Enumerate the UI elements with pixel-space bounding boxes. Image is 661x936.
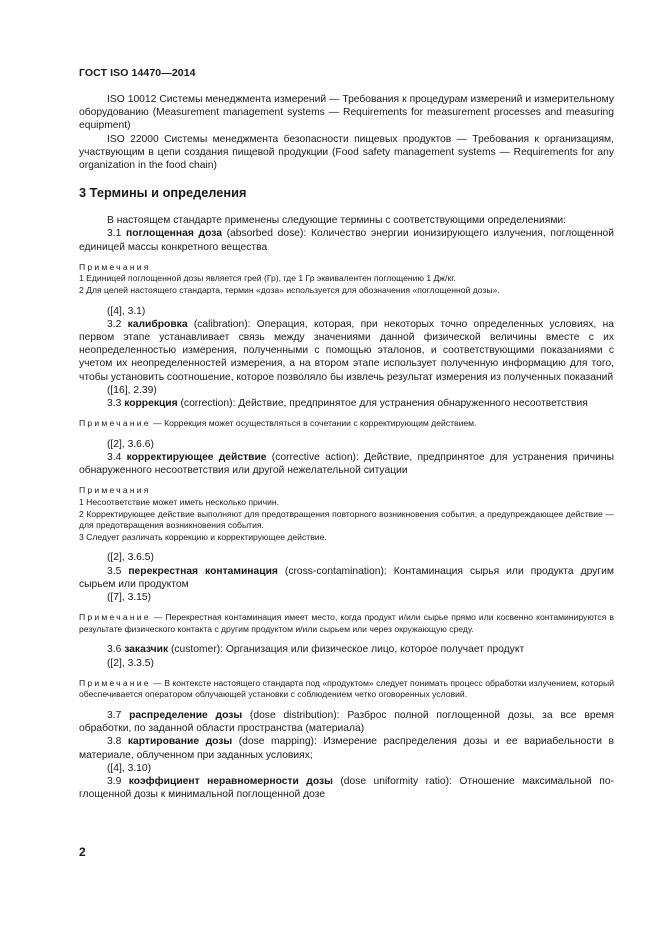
term-name: корректирующее действие	[126, 452, 267, 464]
reference-3-4: ([2], 3.6.5)	[107, 552, 154, 564]
term-name: картирование дозы	[127, 736, 233, 748]
term-name: распределение дозы	[129, 710, 243, 721]
term-3-6: 3.6 заказчик (customer): Организация или физическое лицо, которое получает продукт	[107, 644, 525, 656]
section-heading: 3 Термины и определения	[79, 185, 247, 201]
term-name: заказчик	[124, 644, 169, 656]
term-3-9: 3.9 коэффициент неравномерности дозы (dose uniformity ratio): Отношение максимальной поглощенной дозы к минимальной поглощенной дозе	[79, 776, 614, 801]
note-item: 2 Корректирующее действие выполняют для предотвращения повторного возникновения события, а предупреждающее действие — для предотвращения возникновения события.	[79, 508, 614, 531]
term-name: калибровка	[127, 318, 188, 330]
note-3-5: Примечание — Перекрестная контаминация имеет место, когда продукт и/или сырье прямо или косвенно контаминируются в результате физического контакта с другим продуктом и/или сырьем или через окружающую среду.	[79, 612, 614, 634]
term-name: коррекция	[124, 398, 178, 410]
section-lead: В настоящем стандарте применены следующие термины с соответствующими определениями:	[107, 215, 567, 227]
term-name: коэффициент неравномерности дозы	[128, 776, 333, 788]
page-number: 2	[79, 845, 86, 859]
note-item: 1 Несоответствие может иметь несколько причин.	[79, 497, 280, 508]
term-3-5: 3.5 перекрестная контаминация (cross-contamination): Контаминация сырья или продукта другим сырьем или продуктом	[79, 565, 614, 590]
note-item: 3 Следует различать коррекцию и корректирующее действие.	[79, 531, 327, 542]
reference-3-8: ([4], 3.10)	[107, 762, 152, 774]
term-3-8: 3.8 картирование дозы (dose mapping): Измерение распределения дозы и ее вариабельности в материале, облученном при заданных условиях;	[79, 736, 614, 761]
note-3-6: Примечание — В контексте настоящего стандарта под «продуктом» следует понимать процесс обработки излучением, который обеспечивается оператором облучающей установки с соблюдением четко оговоренных условий.	[79, 677, 614, 700]
note-title: Примечания	[79, 261, 151, 272]
note-3-4	[79, 485, 614, 543]
intro-paragraph-1: ISO 10012 Системы менеджмента измерений — Требования к процедурам измерений и измерительному оборудованию (Measurement management systems — Requirements for measurement processes and measuring equipment)	[79, 94, 614, 132]
intro-paragraph-2: ISO 22000 Системы менеджмента безопасности пищевых продуктов — Требования к организациям, участвующим в цепи создания пищевой продукции (Food safety management systems — Requirements for any organization in the food chain)	[79, 133, 614, 172]
term-name: перекрестная контаминация	[128, 565, 278, 577]
reference-3-3: ([2], 3.6.6)	[107, 438, 154, 450]
note-3-3: Примечание — Коррекция может осуществляться в сочетании с корректирующим действием.	[79, 418, 477, 429]
document-header: ГОСТ ISO 14470—2014	[79, 67, 196, 79]
note-3-1	[79, 262, 614, 297]
reference-3-5: ([7], 3.15)	[107, 592, 152, 604]
note-title: Примечания	[79, 485, 151, 496]
reference-3-6: ([2], 3.3.5)	[107, 657, 154, 669]
term-3-1: 3.1 поглощенная доза (absorbed dose): Количество энергии ионизирующего излучения, поглощенной единицей массы конкретного вещества	[79, 228, 614, 253]
term-name: поглощенная доза	[126, 228, 222, 240]
term-3-2: 3.2 калибровка (calibration): Операция, которая, при некоторых точно определенных условиях, на первом этапе устанавливает связь между значениями данной физической величины вместе с их неопределенностью измерения, полученными с помощью эталонов, и соответствующими показаниями с учетом их неопределенностей измерения, а на втором этапе использует полученную информацию для того, чтобы установить соотношение, которое позволяло бы извлечь результат измерения из полученных показаний	[79, 318, 614, 383]
page-content	[79, 93, 614, 801]
reference-3-1: ([4], 3.1)	[107, 305, 146, 317]
term-3-3: 3.3 коррекция (correction): Действие, предпринятое для устранения обнаруженного несоответствия	[107, 398, 588, 410]
note-item: 2 Для целей настоящего стандарта, термин «доза» используется для обозначения «поглощенной дозы».	[79, 285, 500, 296]
note-item: 1 Единицей поглощенной дозы является грей (Гр), где 1 Гр эквивалентен поглощению 1 Дж/кг.	[79, 273, 456, 284]
reference-3-2: ([16], 2.39)	[107, 384, 157, 396]
term-3-4: 3.4 корректирующее действие (corrective action): Действие, предпринятое для устранения причины обнаруженного несоответствия или другой нежелательной ситуации	[79, 452, 614, 477]
term-3-7: 3.7 распределение дозы (dose distribution): Разброс полной поглощенной дозы, за все время обработки, по заданной области пространства (материала)	[79, 710, 614, 735]
